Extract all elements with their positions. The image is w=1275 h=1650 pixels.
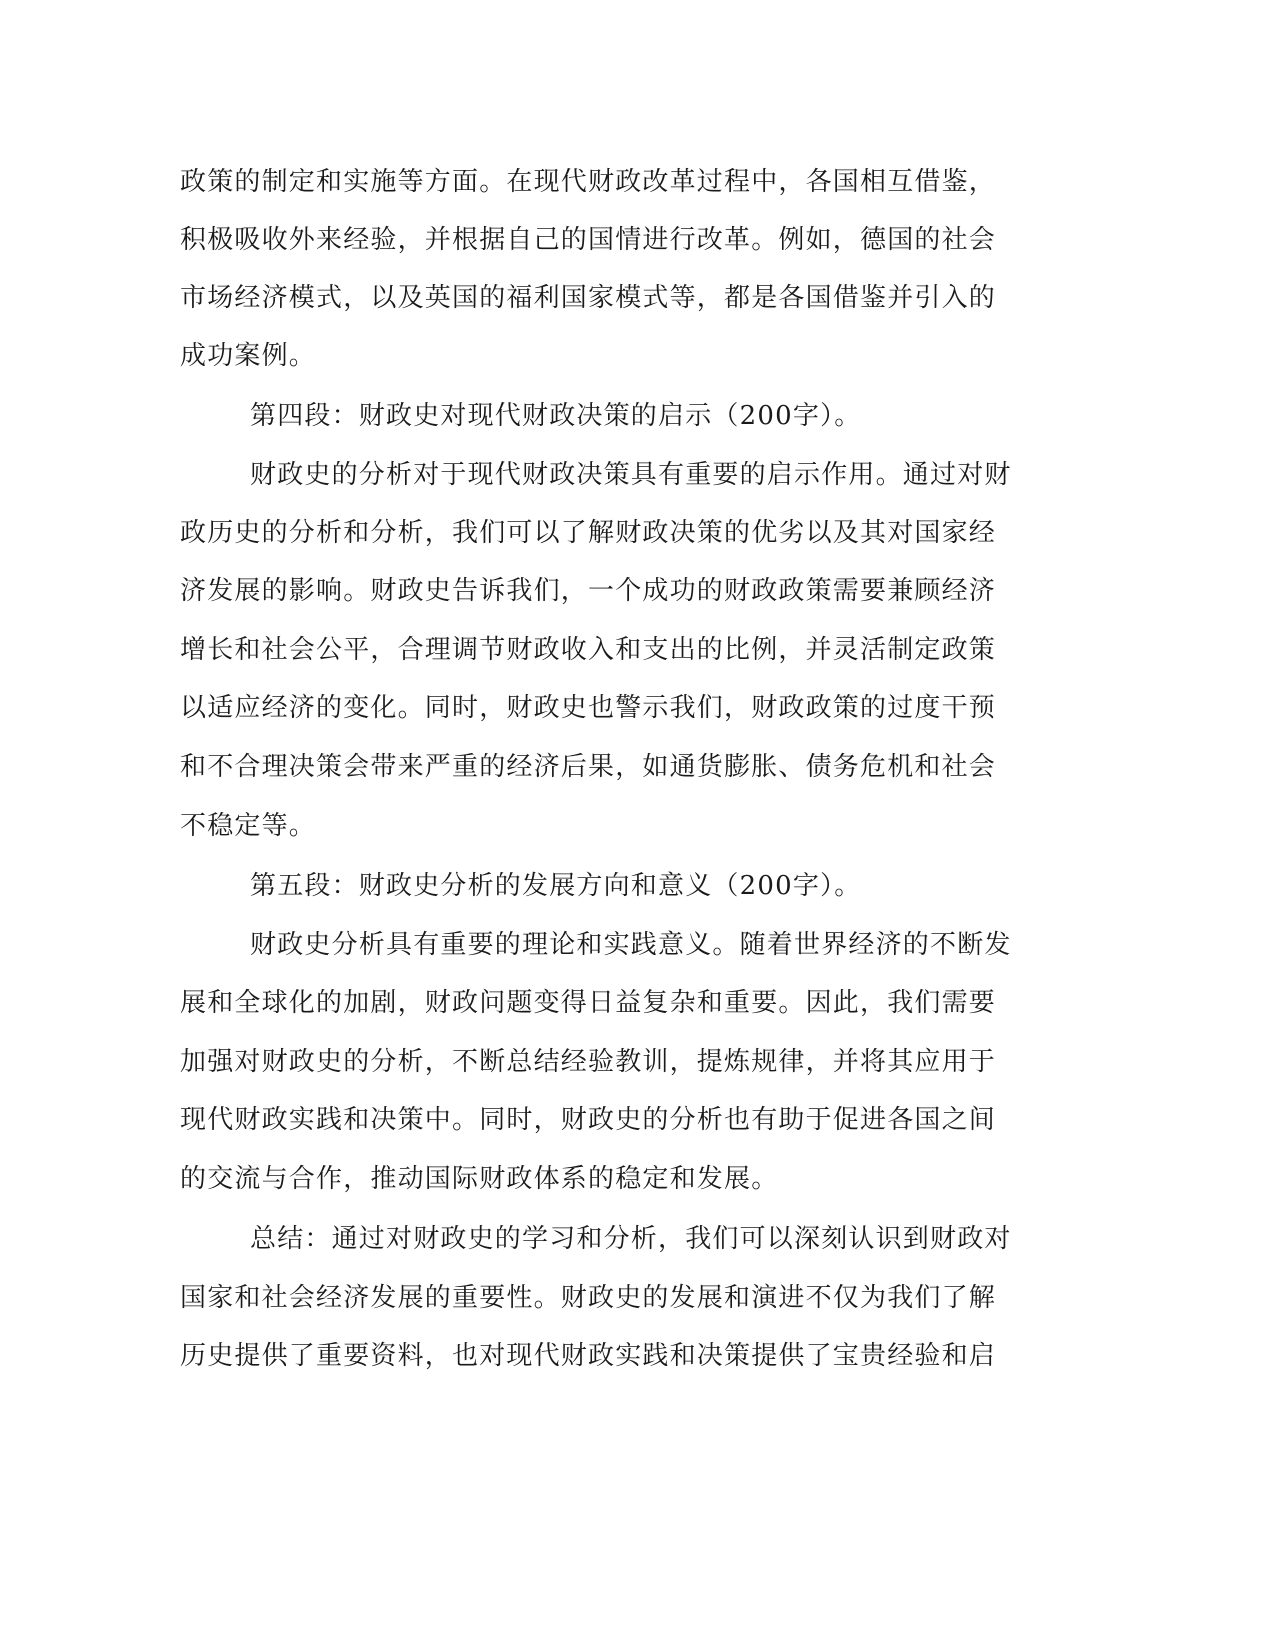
text-line: 不稳定等。 — [180, 811, 317, 841]
text-line: 政策的制定和实施等方面。在现代财政改革过程中，各国相互借鉴， — [180, 167, 997, 197]
text-line: 增长和社会公平，合理调节财政收入和支出的比例，并灵活制定政策 — [180, 635, 997, 665]
text-line: 成功案例。 — [180, 341, 317, 371]
text-line: 加强对财政史的分析，不断总结经验教训，提炼规律，并将其应用于 — [180, 1047, 997, 1077]
summary-line: 总结：通过对财政史的学习和分析，我们可以深刻认识到财政对 — [250, 1224, 1012, 1254]
text-line: 市场经济模式，以及英国的福利国家模式等，都是各国借鉴并引入的 — [180, 283, 997, 313]
section-heading-4: 第四段：财政史对现代财政决策的启示（200字）。 — [250, 401, 862, 431]
text-line: 和不合理决策会带来严重的经济后果，如通货膨胀、债务危机和社会 — [180, 752, 997, 782]
text-line: 国家和社会经济发展的重要性。财政史的发展和演进不仅为我们了解 — [180, 1283, 997, 1313]
text-line: 财政史分析具有重要的理论和实践意义。随着世界经济的不断发 — [250, 930, 1012, 960]
text-line: 展和全球化的加剧，财政问题变得日益复杂和重要。因此，我们需要 — [180, 988, 997, 1018]
text-line: 现代财政实践和决策中。同时，财政史的分析也有助于促进各国之间 — [180, 1105, 997, 1135]
text-line: 济发展的影响。财政史告诉我们，一个成功的财政政策需要兼顾经济 — [180, 576, 997, 606]
text-line: 财政史的分析对于现代财政决策具有重要的启示作用。通过对财 — [250, 460, 1012, 490]
text-line: 以适应经济的变化。同时，财政史也警示我们，财政政策的过度干预 — [180, 693, 997, 723]
text-line: 历史提供了重要资料，也对现代财政实践和决策提供了宝贵经验和启 — [180, 1341, 997, 1371]
text-line: 的交流与合作，推动国际财政体系的稳定和发展。 — [180, 1164, 779, 1194]
section-heading-5: 第五段：财政史分析的发展方向和意义（200字）。 — [250, 871, 862, 901]
text-line: 政历史的分析和分析，我们可以了解财政决策的优劣以及其对国家经 — [180, 518, 997, 548]
text-line: 积极吸收外来经验，并根据自己的国情进行改革。例如，德国的社会 — [180, 225, 997, 255]
